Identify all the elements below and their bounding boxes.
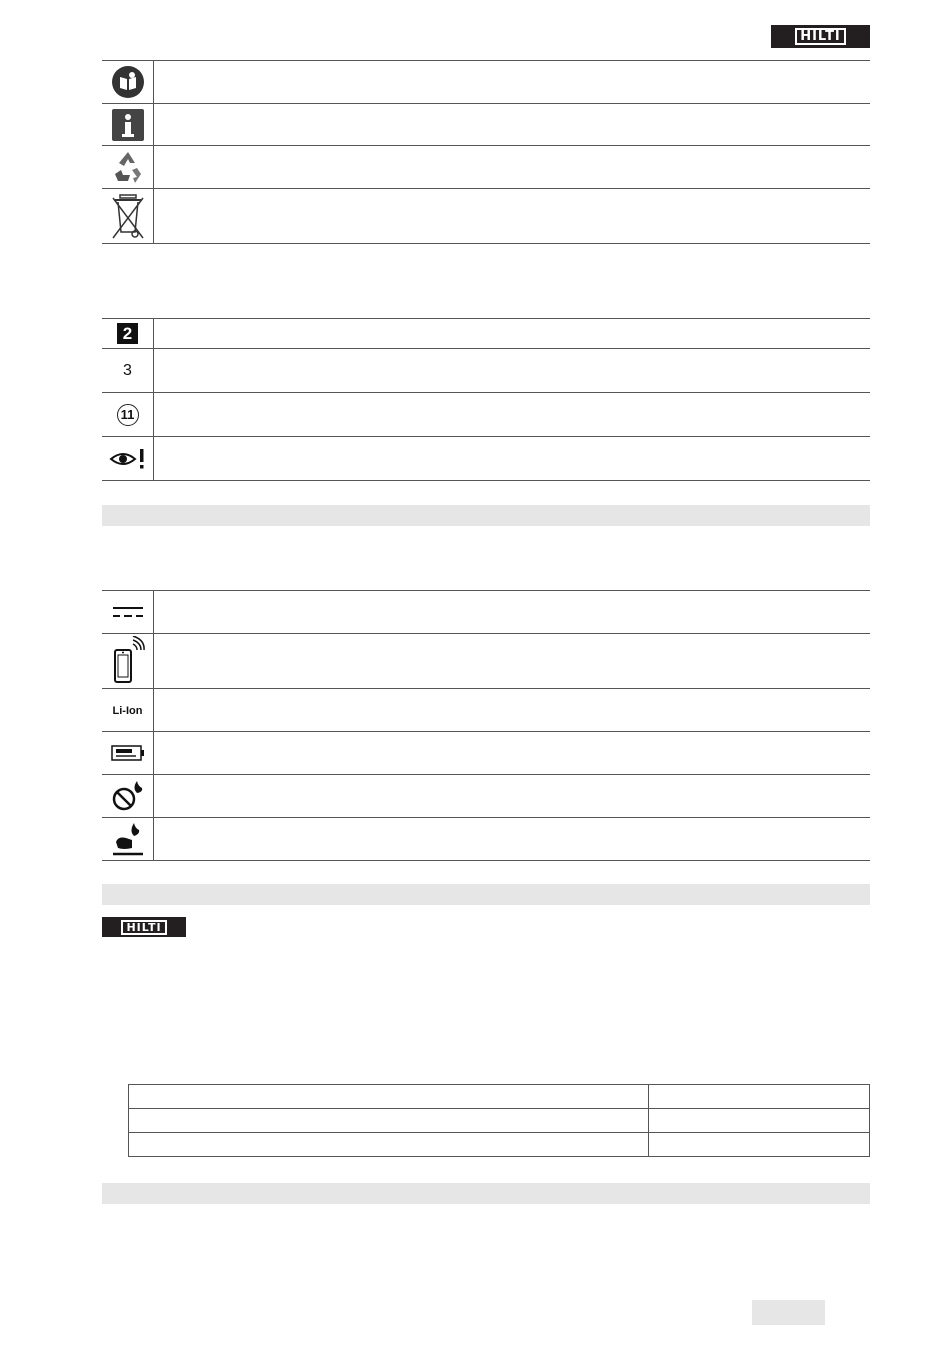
figure-number-badge: 2 — [117, 323, 138, 344]
symbol-description — [154, 634, 871, 689]
symbol-row — [102, 818, 870, 861]
symbol-description — [154, 189, 871, 244]
symbol-row — [102, 319, 870, 349]
symbol-description — [154, 146, 871, 189]
table-cell — [649, 1109, 870, 1133]
section-header-bar — [102, 884, 870, 905]
item-number-circle: 11 — [117, 404, 139, 426]
symbol-row — [102, 732, 870, 775]
symbol-description — [154, 319, 871, 349]
symbol-table-illustrations — [102, 318, 870, 481]
symbol-table-general — [102, 60, 870, 244]
symbol-row — [102, 349, 870, 393]
symbol-description — [154, 732, 871, 775]
symbol-description — [154, 349, 871, 393]
table-cell — [129, 1133, 649, 1157]
table-cell — [649, 1085, 870, 1109]
order-number: 3 — [123, 361, 132, 379]
table-cell — [129, 1085, 649, 1109]
read-manual-icon — [111, 73, 145, 90]
battery-icon — [110, 744, 146, 761]
symbol-table-product — [102, 590, 870, 861]
symbol-description — [154, 591, 871, 634]
symbol-row — [102, 104, 870, 146]
info-icon — [111, 116, 145, 133]
symbol-row — [102, 591, 870, 634]
symbol-description — [154, 818, 871, 861]
symbol-row — [102, 61, 870, 104]
symbol-row — [102, 634, 870, 689]
eye-warning-icon — [109, 450, 147, 467]
hilti-logo-text: HILTI — [795, 28, 846, 45]
symbol-description — [154, 61, 871, 104]
table-row — [129, 1133, 870, 1157]
symbol-description — [154, 104, 871, 146]
section-header-bar — [102, 505, 870, 526]
section-header-bar — [102, 1183, 870, 1204]
symbol-description — [154, 393, 871, 437]
hilti-logo — [102, 917, 186, 937]
symbol-description — [154, 437, 871, 481]
symbol-row — [102, 393, 870, 437]
symbol-row — [102, 146, 870, 189]
hilti-logo — [771, 25, 870, 48]
symbol-row — [102, 437, 870, 481]
crossed-out-bin-icon — [111, 207, 145, 224]
table-cell — [129, 1109, 649, 1133]
table-row — [129, 1085, 870, 1109]
symbol-description — [154, 775, 871, 818]
direct-current-icon — [111, 603, 145, 620]
hilti-logo-text: HILTI — [121, 920, 166, 935]
no-flame-icon — [110, 787, 146, 804]
symbol-description — [154, 689, 871, 732]
wireless-phone-icon — [111, 652, 145, 669]
burn-hazard-icon — [110, 830, 146, 847]
symbol-row — [102, 775, 870, 818]
data-table — [128, 1084, 870, 1157]
table-row — [129, 1109, 870, 1133]
table-cell — [649, 1133, 870, 1157]
page-number-box — [752, 1300, 825, 1325]
li-ion-label: Li-Ion — [112, 705, 143, 717]
symbol-row — [102, 189, 870, 244]
symbol-row — [102, 689, 870, 732]
recycle-icon — [110, 158, 146, 175]
